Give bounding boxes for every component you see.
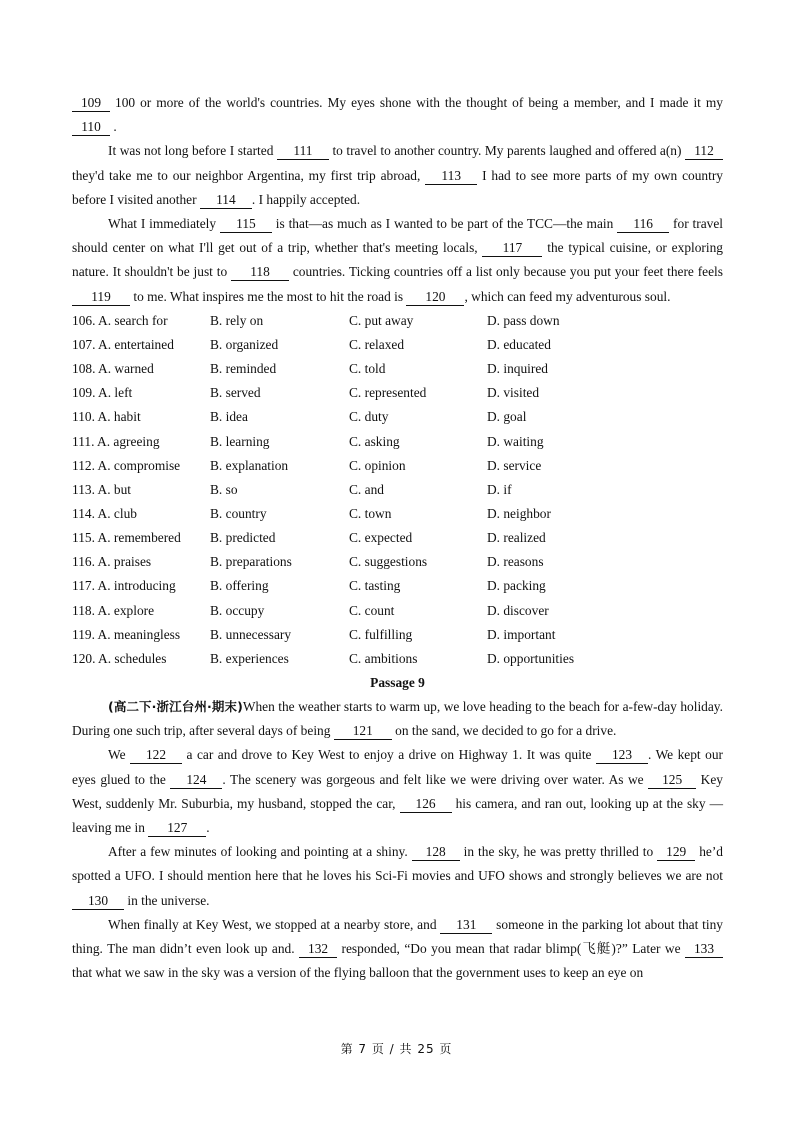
option-a: 119. A. meaningless — [72, 626, 181, 642]
option-b: B. so — [210, 481, 238, 497]
option-a: 120. A. schedules — [72, 650, 167, 666]
blank-116: 116 — [617, 216, 669, 233]
option-a: 109. A. left — [72, 385, 133, 401]
blank-124: 124 — [170, 772, 222, 789]
option-a: 114. A. club — [72, 505, 137, 521]
option-c: C. duty — [349, 409, 389, 425]
option-c: C. expected — [349, 530, 413, 546]
option-d: D. goal — [487, 409, 527, 425]
blank-111: 111 — [277, 143, 329, 160]
option-c: C. put away — [349, 312, 414, 328]
option-b: B. preparations — [210, 554, 292, 570]
option-row-106 — [72, 309, 723, 333]
option-d: D. if — [487, 481, 512, 497]
blank-129: 129 — [657, 844, 695, 861]
option-d: D. neighbor — [487, 505, 551, 521]
option-b: B. served — [210, 385, 261, 401]
option-a: 107. A. entertained — [72, 336, 174, 352]
option-b: B. reminded — [210, 361, 277, 377]
blank-113: 113 — [425, 168, 477, 185]
option-row-117 — [72, 574, 723, 598]
option-row-109 — [72, 381, 723, 405]
blank-123: 123 — [596, 747, 648, 764]
option-b: B. offering — [210, 578, 269, 594]
blank-127: 127 — [148, 820, 206, 837]
option-c: C. fulfilling — [349, 626, 413, 642]
option-d: D. service — [487, 457, 542, 473]
page-footer: 第 7 页 / 共 25 页 — [340, 1042, 453, 1056]
option-a: 111. A. agreeing — [72, 433, 160, 449]
option-d: D. inquired — [487, 361, 548, 377]
option-d: D. pass down — [487, 312, 560, 328]
passage-title: Passage 9 — [370, 674, 425, 690]
option-c: C. tasting — [349, 578, 401, 594]
option-c: C. ambitions — [349, 650, 418, 666]
passage8-paragraph-1: 109 100 or more of the world's countries. My eyes shone with the thought of being a member, and I made it my 110 . — [72, 91, 723, 139]
blank-109: 109 — [72, 95, 110, 112]
option-c: C. represented — [349, 385, 427, 401]
option-c: C. asking — [349, 433, 400, 449]
option-b: B. predicted — [210, 530, 276, 546]
blank-122: 122 — [130, 747, 182, 764]
option-a: 106. A. search for — [72, 312, 168, 328]
option-a: 110. A. habit — [72, 409, 141, 425]
option-c: C. opinion — [349, 457, 406, 473]
blank-133: 133 — [685, 941, 723, 958]
option-row-118 — [72, 599, 723, 623]
option-row-108 — [72, 357, 723, 381]
option-c: C. suggestions — [349, 554, 428, 570]
blank-132: 132 — [299, 941, 337, 958]
option-row-116 — [72, 550, 723, 574]
blank-125: 125 — [648, 772, 696, 789]
option-b: B. learning — [210, 433, 270, 449]
option-c: C. and — [349, 481, 384, 497]
option-c: C. count — [349, 602, 395, 618]
passage8-paragraph-3: What I immediately 115 is that—as much as I wanted to be part of the TCC—the main 116 for travel should center on what I'll get out of a trip, whether that's meeting locals, 117 the typical cuisine, or exploring nature. It shouldn't be just to 118 countries. Ticking countries off a list only because you put your feet there feels 119 to me. What inspires me the most to hit the road is 120 , which can feed my adventurous soul. — [72, 216, 724, 304]
passage9-paragraph-1: (高二下·浙江台州·期末)When the weather starts to warm up, we love heading to the beach for a-few-day holiday. During one such trip, after several days of being 121 on the sand, we decided to go for a drive. — [72, 698, 723, 739]
option-d: D. important — [487, 626, 556, 642]
option-row-107 — [72, 333, 723, 357]
option-row-115 — [72, 526, 723, 550]
option-row-112 — [72, 454, 723, 478]
blank-110: 110 — [72, 119, 110, 136]
option-row-114 — [72, 502, 723, 526]
option-b: B. country — [210, 505, 267, 521]
blank-131: 131 — [440, 917, 492, 934]
option-d: D. reasons — [487, 554, 544, 570]
option-a: 118. A. explore — [72, 602, 155, 618]
option-b: B. occupy — [210, 602, 265, 618]
option-c: C. town — [349, 505, 392, 521]
passage8-paragraph-2: It was not long before I started 111 to travel to another country. My parents laughed and offered a(n) 112 they'd take me to our neighbor Argentina, my first trip abroad, 113 I had to see more parts of my own country before I visited another 114 . I happily accepted. — [72, 143, 723, 207]
blank-117: 117 — [482, 240, 542, 257]
option-d: D. realized — [487, 530, 546, 546]
option-b: B. organized — [210, 336, 279, 352]
option-row-110 — [72, 405, 723, 429]
option-b: B. idea — [210, 409, 248, 425]
document-page — [72, 91, 723, 985]
passage9-paragraph-3: After a few minutes of looking and pointing at a shiny. 128 in the sky, he was pretty thrilled to 129 he’d spotted a UFO. I should mention here that he loves his Sci-Fi movies and UFO shows and strongly believes we are not 130 in the universe. — [72, 844, 723, 908]
source-label: (高二下·浙江台州·期末) — [108, 698, 243, 714]
option-d: D. packing — [487, 578, 546, 594]
option-b: B. rely on — [210, 312, 264, 328]
option-a: 113. A. but — [72, 481, 132, 497]
option-row-113 — [72, 478, 723, 502]
answer-options — [72, 309, 723, 671]
option-row-111 — [72, 430, 723, 454]
option-b: B. unnecessary — [210, 626, 292, 642]
option-d: D. visited — [487, 385, 540, 401]
blank-119: 119 — [72, 289, 130, 306]
blank-112: 112 — [685, 143, 723, 160]
option-b: B. explanation — [210, 457, 289, 473]
option-c: C. relaxed — [349, 336, 405, 352]
blank-118: 118 — [231, 264, 289, 281]
option-d: D. waiting — [487, 433, 544, 449]
option-c: C. told — [349, 361, 386, 377]
option-a: 112. A. compromise — [72, 457, 181, 473]
option-row-120 — [72, 647, 723, 671]
blank-121: 121 — [334, 723, 392, 740]
passage9-paragraph-2: We 122 a car and drove to Key West to enjoy a drive on Highway 1. It was quite 123 . We kept our eyes glued to the 124 . The scenery was gorgeous and felt like we were driving over water. As we 125 Key West, suddenly Mr. Suburbia, my husband, stopped the car, 126 his camera, and ran out, looking up at the sky — leaving me in 127 . — [72, 747, 724, 835]
blank-120: 120 — [406, 289, 464, 306]
blank-126: 126 — [400, 796, 452, 813]
blank-128: 128 — [412, 844, 460, 861]
option-d: D. educated — [487, 336, 551, 352]
option-d: D. discover — [487, 602, 549, 618]
option-row-119 — [72, 623, 723, 647]
option-a: 115. A. remembered — [72, 530, 181, 546]
option-a: 108. A. warned — [72, 361, 154, 377]
blank-130: 130 — [72, 893, 124, 910]
option-d: D. opportunities — [487, 650, 575, 666]
blank-114: 114 — [200, 192, 252, 209]
option-a: 117. A. introducing — [72, 578, 176, 594]
blank-115: 115 — [220, 216, 272, 233]
option-b: B. experiences — [210, 650, 289, 666]
passage9-paragraph-4: When finally at Key West, we stopped at a nearby store, and 131 someone in the parking lot about that tiny thing. The man didn’t even look up and. 132 responded, “Do you mean that radar blimp(飞艇)?” Later we 133 that what we saw in the sky was a version of the flying balloon that the government uses to keep an eye on — [72, 916, 724, 981]
option-a: 116. A. praises — [72, 554, 152, 570]
